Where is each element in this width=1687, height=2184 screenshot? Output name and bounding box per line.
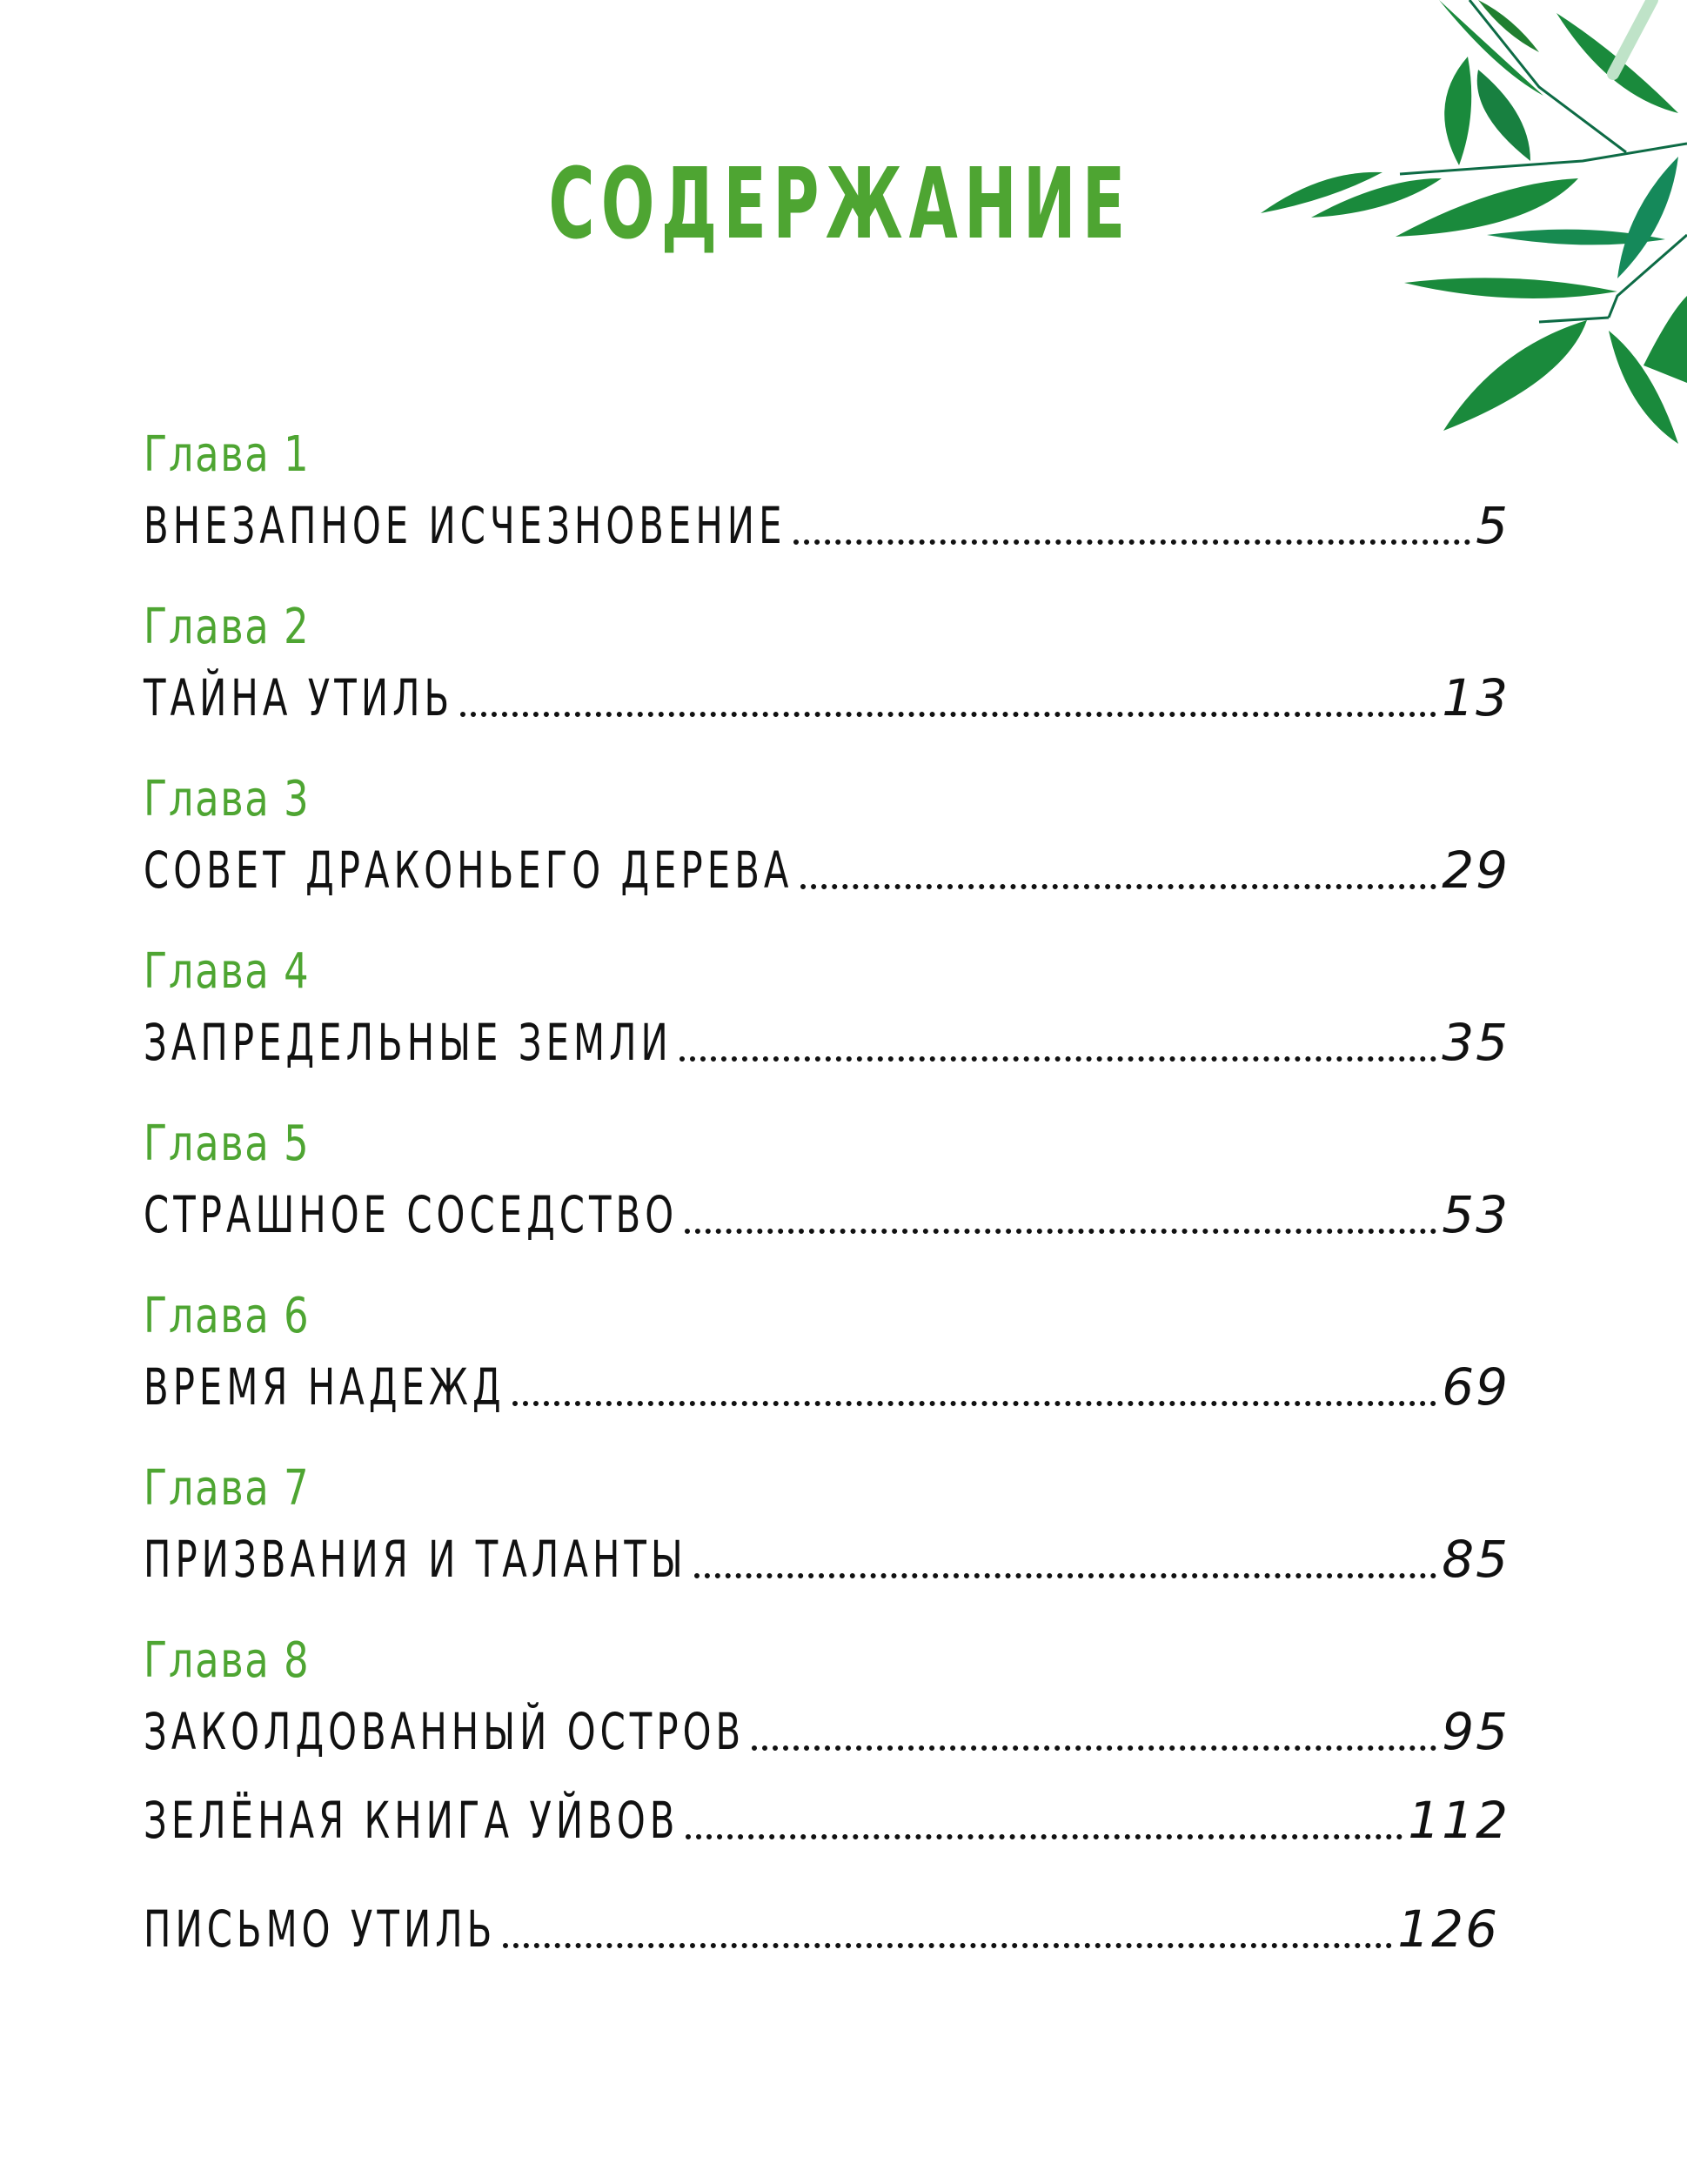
chapter-label: Глава 2: [144, 599, 311, 655]
toc-entry-green-book[interactable]: [144, 1789, 1510, 1898]
dot-leader: [800, 884, 1437, 889]
dot-leader: [685, 1229, 1436, 1234]
toc-entry-chapter-6[interactable]: [144, 1288, 1510, 1460]
page-number: 69: [1442, 1357, 1510, 1417]
dot-leader: [686, 1834, 1402, 1839]
toc-entry-chapter-3[interactable]: [144, 771, 1510, 943]
table-of-contents: [144, 426, 1510, 2006]
chapter-label: Глава 6: [144, 1288, 311, 1344]
chapter-label: Глава 1: [144, 426, 311, 483]
dot-leader: [752, 1745, 1436, 1751]
page-number: 85: [1442, 1530, 1510, 1589]
dot-leader: [503, 1943, 1392, 1948]
chapter-title: ВНЕЗАПНОЕ ИСЧЕЗНОВЕНИЕ: [144, 496, 787, 555]
chapter-title: ТАЙНА УТИЛЬ: [144, 668, 454, 727]
chapter-title: СТРАШНОЕ СОСЕДСТВО: [144, 1185, 679, 1244]
toc-entry-chapter-4[interactable]: [144, 943, 1510, 1115]
page-number: 35: [1442, 1013, 1510, 1072]
chapter-label: Глава 3: [144, 771, 311, 827]
chapter-title: ПРИЗВАНИЯ И ТАЛАНТЫ: [144, 1530, 687, 1589]
toc-entry-chapter-5[interactable]: [144, 1115, 1510, 1288]
dot-leader: [694, 1573, 1436, 1578]
chapter-title: ЗАКОЛДОВАННЫЙ ОСТРОВ: [144, 1702, 746, 1761]
dot-leader: [793, 539, 1471, 545]
chapter-title: ЗАПРЕДЕЛЬНЫЕ ЗЕМЛИ: [144, 1013, 673, 1072]
chapter-title: СОВЕТ ДРАКОНЬЕГО ДЕРЕВА: [144, 841, 793, 900]
section-title: ЗЕЛЁНАЯ КНИГА УЙВОВ: [144, 1791, 679, 1850]
page-number: 5: [1476, 496, 1510, 555]
chapter-label: Глава 4: [144, 943, 311, 1000]
page-title: СОДЕРЖАНИЕ: [548, 148, 1132, 261]
toc-entry-chapter-1[interactable]: [144, 426, 1510, 599]
page-number: 126: [1397, 1899, 1499, 1959]
dot-leader: [460, 712, 1436, 717]
section-title: ПИСЬМО УТИЛЬ: [144, 1899, 497, 1959]
chapter-label: Глава 8: [144, 1632, 311, 1689]
page-number: 95: [1442, 1702, 1510, 1761]
dot-leader: [679, 1056, 1436, 1062]
chapter-label: Глава 7: [144, 1460, 311, 1517]
toc-entry-chapter-2[interactable]: [144, 599, 1510, 771]
dot-leader: [512, 1401, 1437, 1406]
page-number: 13: [1442, 668, 1510, 727]
toc-entry-chapter-7[interactable]: [144, 1460, 1510, 1632]
toc-entry-letter[interactable]: [144, 1898, 1510, 2006]
chapter-title: ВРЕМЯ НАДЕЖД: [144, 1357, 505, 1417]
chapter-label: Глава 5: [144, 1115, 311, 1172]
toc-entry-chapter-8[interactable]: [144, 1632, 1510, 1805]
page-number: 29: [1442, 841, 1510, 900]
page-number: 112: [1408, 1791, 1510, 1850]
page-number: 53: [1442, 1185, 1510, 1244]
